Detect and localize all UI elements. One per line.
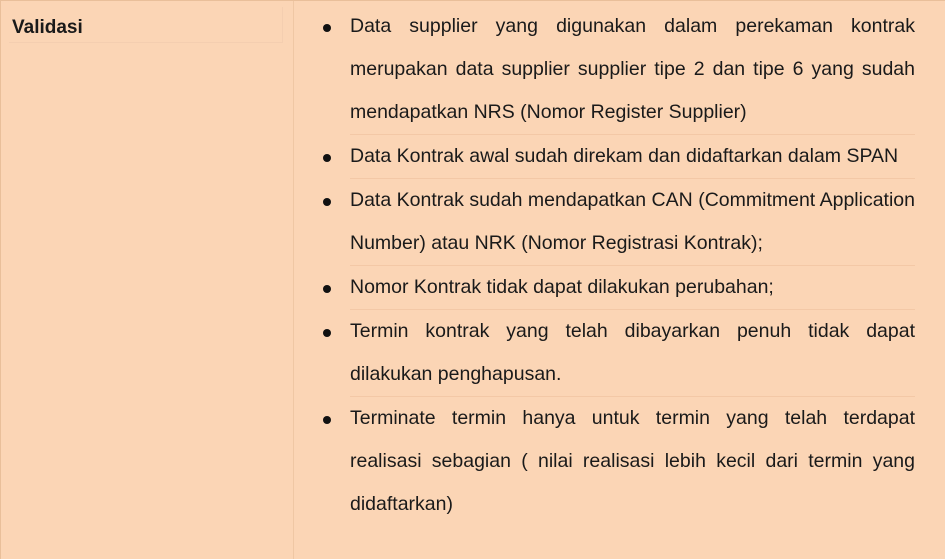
list-item (350, 397, 915, 526)
bullet-icon (323, 198, 331, 206)
list-item (350, 135, 915, 179)
bullet-icon (323, 416, 331, 424)
validation-list (350, 5, 915, 526)
bullet-icon (323, 154, 331, 162)
validation-text: Data Kontrak sudah mendapatkan CAN (Commitment Application Number) atau NRK (Nomor Registrasi Kontrak); (350, 189, 915, 254)
list-item (350, 266, 915, 310)
label-cell (1, 1, 294, 559)
validation-text: Terminate termin hanya untuk termin yang telah terdapat realisasi sebagian ( nilai realisasi lebih kecil dari termin yang didaftarkan) (350, 407, 915, 515)
validation-text: Data supplier yang digunakan dalam perekaman kontrak merupakan data supplier supplier tipe 2 dan tipe 6 yang sudah mendapatkan NRS (Nomor Register Supplier) (350, 15, 915, 123)
content-cell (294, 1, 945, 559)
list-item (350, 5, 915, 135)
validation-text: Data Kontrak awal sudah direkam dan didaftarkan dalam SPAN (350, 145, 899, 167)
list-item (350, 179, 915, 266)
bullet-icon (323, 329, 331, 337)
validation-label: Validasi (9, 7, 283, 43)
validation-text: Termin kontrak yang telah dibayarkan penuh tidak dapat dilakukan penghapusan. (350, 320, 915, 385)
validation-text: Nomor Kontrak tidak dapat dilakukan perubahan; (350, 276, 774, 298)
bullet-icon (323, 285, 331, 293)
list-item (350, 310, 915, 397)
bullet-icon (323, 24, 331, 32)
